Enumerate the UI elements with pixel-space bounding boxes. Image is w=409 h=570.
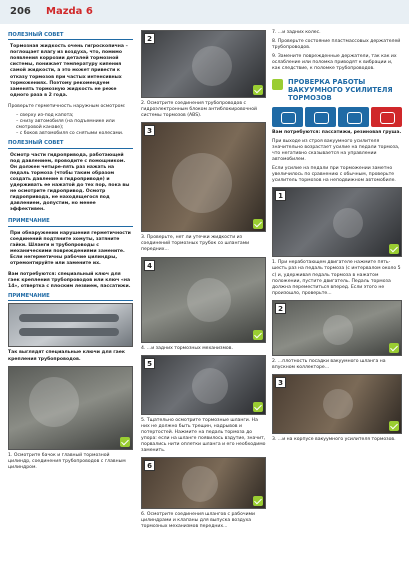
check-icon <box>120 437 130 447</box>
note-text: Так выглядят специальные ключи для гаек крепления трубопроводов. <box>8 350 125 362</box>
page-header <box>0 0 409 24</box>
check-icon <box>253 219 263 229</box>
check-icon <box>253 85 263 95</box>
useful-tip-label: ПОЛЕЗНЫЙ СОВЕТ <box>8 32 133 40</box>
list-item: – сверху из-под капота; <box>16 113 74 119</box>
photo-caption: 5. Тщательно осмотрите тормозные шланги. На них не должно быть трещин, надрывов и потертостей. Нажмите на педаль тормоза до упора: если на шланге появилось вздутие, значит, порвались нити оплетки шланга и его необходимо заменить. <box>141 417 266 454</box>
photo-caption: 2. Осмотрите соединения трубопроводов с гидроэлектронным блоком антиблокировочной системы тормозов (ABS). <box>141 101 257 119</box>
screwdriver-icon <box>305 107 336 127</box>
pliers-icon <box>272 107 303 127</box>
check-icon <box>389 343 399 353</box>
page-number: 206 <box>10 6 31 17</box>
photo-caption: 3. Проверьте, нет ли утечки жидкости из соединений тормозных трубок со шлангами передних... <box>141 235 250 253</box>
column-right <box>272 30 402 446</box>
step-number: 4 <box>144 260 155 271</box>
step-number: 2 <box>275 303 286 314</box>
photo-caption: 1. Осмотрите бачок и главный тормозной цилиндр, соединения трубопроводов с главным цилиндром. <box>8 452 126 470</box>
photo-caption: 3. ...и на корпусе вакуумного усилителя тормозов. <box>272 437 396 443</box>
photo-caption: 4. ...и задних тормозных механизмов. <box>141 345 233 351</box>
wrenches-photo <box>8 303 133 347</box>
photo-caption: 2. ...плотность посадки вакуумного шланга на впускном коллекторе... <box>272 358 386 370</box>
photo-caliper-bleeder <box>141 457 266 509</box>
step-number: 1 <box>275 190 286 201</box>
note-label: ПРИМЕЧАНИЕ <box>8 218 133 226</box>
photo-caption: 1. При неработающем двигателе нажмите пять-шесть раз на педаль тормоза (с интервалом около 5 с) и, удерживая педаль тормоза в нажатом положении, пустите двигатель. Педаль тормоза должна переместиться вперед. Если этого не произошло, проверьте... <box>272 260 401 296</box>
photo-brake-pedal <box>272 187 402 257</box>
paragraph: 9. Замените поврежденные держатели, так как их ослабление или поломка приводят к вибрации и, как следствие, к поломке трубопроводов. <box>272 54 397 72</box>
photo-front-brake-hose <box>141 122 266 232</box>
tools-needed: Вам потребуются: специальный ключ для гаек крепления трубопроводов или ключ «на 14», отвертка с плоским лезвием, пассатижи. <box>8 272 131 290</box>
list-item: – с боков автомобиля со снятыми колесами. <box>16 131 124 137</box>
list-item: – снизу автомобиля (на подъемнике или смотровой канаве); <box>16 119 115 131</box>
bulb-icon <box>371 107 402 127</box>
page-title: Mazda 6 <box>46 6 93 17</box>
check-icon <box>389 244 399 254</box>
photo-caption: 6. Осмотрите соединения шлангов с рабочими цилиндрами и клапаны для выпуска воздуха тормозных механизмов передних... <box>141 512 256 530</box>
step-number: 3 <box>275 377 286 388</box>
column-middle <box>141 30 266 534</box>
useful-tip-label: ПОЛЕЗНЫЙ СОВЕТ <box>8 140 133 148</box>
photo-brake-hoses <box>141 355 266 415</box>
useful-tip-text: Осмотр части гидропривода, работающей под давлением, проводите с помощником. Он должен четыре-пять раз нажать на педаль тормоза (чтобы таким образом создать давление в гидроприводе) и удерживать ее нажатой до тех пор, пока вы не осмотрите гидропривод. Осмотр гидропривода, не находящегося под давлением, допустим, но менее эффективен. <box>10 152 130 213</box>
photo-master-cylinder <box>8 366 133 450</box>
photo-rear-brake <box>141 257 266 343</box>
paragraph: При выходе из строя вакуумного усилителя значительно возрастает усилие на педали тормоза, что негативно сказывается на управлении автомобилем. <box>272 138 400 162</box>
paragraph: Если усилие на педали при торможении заметно увеличилось по сравнению с обычным, проверьте усилитель тормозов на неподвижном автомобиле. <box>272 166 396 184</box>
paragraph: 7. ...и задних колес. <box>272 30 321 35</box>
step-number: 6 <box>144 460 155 471</box>
photo-intake-hose <box>272 300 402 356</box>
check-icon <box>253 402 263 412</box>
paragraph: Проверьте герметичность наружным осмотром: <box>8 103 126 109</box>
photo-booster-hose <box>272 374 402 434</box>
section-title: ПРОВЕРКА РАБОТЫ ВАКУУМНОГО УСИЛИТЕЛЯ ТОРМОЗОВ <box>272 76 402 104</box>
tools-icons <box>272 107 402 127</box>
step-number: 5 <box>144 358 155 369</box>
step-number: 2 <box>144 33 155 44</box>
photo-abs-unit <box>141 30 266 98</box>
useful-tip-text: Тормозная жидкость очень гигроскопична – поглощает влагу из воздуха, что, помимо появления коррозии деталей тормозной системы, понижает температуру кипения самой жидкости, а это может привести к отказу тормозов при частых интенсивных торможениях. Поэтому рекомендуем заменять тормозную жидкость не реже одного раза в 2 года. <box>10 44 128 98</box>
tools-needed: Вам потребуются: пассатижи, резиновая груша. <box>272 129 402 135</box>
step-number: 3 <box>144 125 155 136</box>
column-left <box>8 30 133 474</box>
note-text: При обнаружении нарушения герметичности соединений подтяните хомуты, затяните гайки. Шланги и трубопроводы с механическими повреждениями замените. Если негерметичны рабочие цилиндры, отремонтируйте или замените их. <box>10 230 131 266</box>
check-icon <box>253 496 263 506</box>
paragraph: 8. Проверьте состояние пластмассовых держателей трубопроводов. <box>272 39 401 51</box>
note-label: ПРИМЕЧАНИЕ <box>8 293 133 301</box>
check-icon <box>389 421 399 431</box>
wrench-icon <box>338 107 369 127</box>
check-icon <box>253 330 263 340</box>
